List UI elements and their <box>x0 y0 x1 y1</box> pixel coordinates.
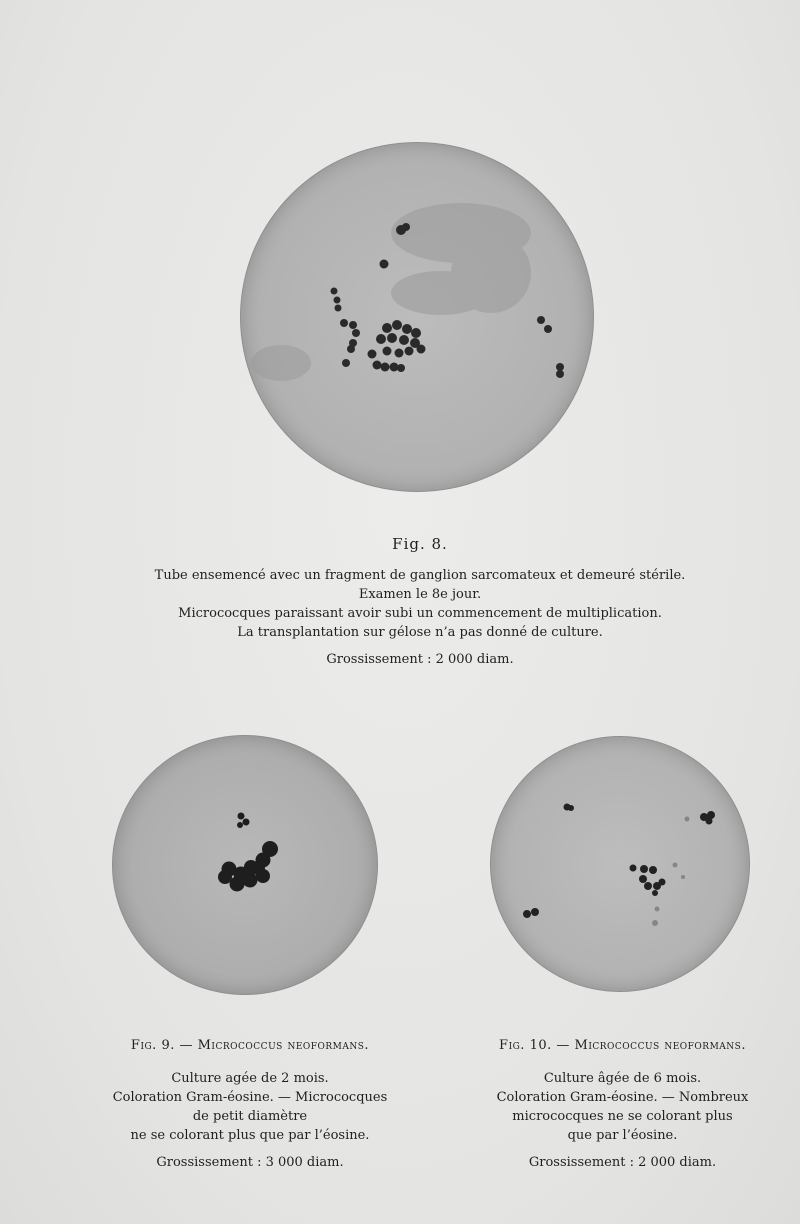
fig9-magnification: Grossissement : 3 000 diam. <box>156 1155 344 1170</box>
fig9-caption-line: ne se colorant plus que par l’éosine. <box>130 1128 370 1143</box>
fig10-magnification: Grossissement : 2 000 diam. <box>528 1155 717 1170</box>
fig8-magnification: Grossissement : 2 000 diam. <box>326 652 514 667</box>
fig8-micrograph-drawing <box>241 143 593 491</box>
fig10-caption <box>470 1036 775 1172</box>
fig8-caption <box>120 535 720 669</box>
fig10-caption-line: que par l’éosine. <box>567 1128 678 1143</box>
fig8-caption-line: Examen le 8e jour. <box>358 587 482 602</box>
fig8-micrograph <box>240 142 594 492</box>
fig9-caption-line: Culture agée de 2 mois. <box>171 1071 329 1086</box>
fig10-micrograph-drawing <box>491 737 749 991</box>
fig9-caption-line: Coloration Gram-éosine. — Micrococques <box>112 1090 388 1105</box>
fig10-caption-line: Culture âgée de 6 mois. <box>543 1071 702 1086</box>
fig9-caption-line: de petit diamètre <box>192 1109 308 1124</box>
fig10-title: Fig. 10. — Micrococcus neoformans. <box>499 1038 746 1053</box>
fig9-micrograph-drawing <box>113 736 377 994</box>
fig8-caption-line: Micrococques paraissant avoir subi un commencement de multiplication. <box>178 606 662 621</box>
fig10-caption-line: micrococques ne se colorant plus <box>512 1109 733 1124</box>
fig9-cocci <box>218 813 278 892</box>
fig8-caption-line: La transplantation sur gélose n’a pas donné de culture. <box>237 625 603 640</box>
fig8-caption-line: Tube ensemencé avec un fragment de ganglion sarcomateux et demeuré stérile. <box>154 568 686 583</box>
fig9-micrograph <box>112 735 378 995</box>
fig9-caption <box>95 1036 405 1172</box>
fig10-caption-line: Coloration Gram-éosine. — Nombreux <box>496 1090 749 1105</box>
fig9-title: Fig. 9. — Micrococcus neoformans. <box>130 1038 370 1053</box>
fig8-title: Fig. 8. <box>392 535 448 553</box>
fig10-micrograph <box>490 736 750 992</box>
